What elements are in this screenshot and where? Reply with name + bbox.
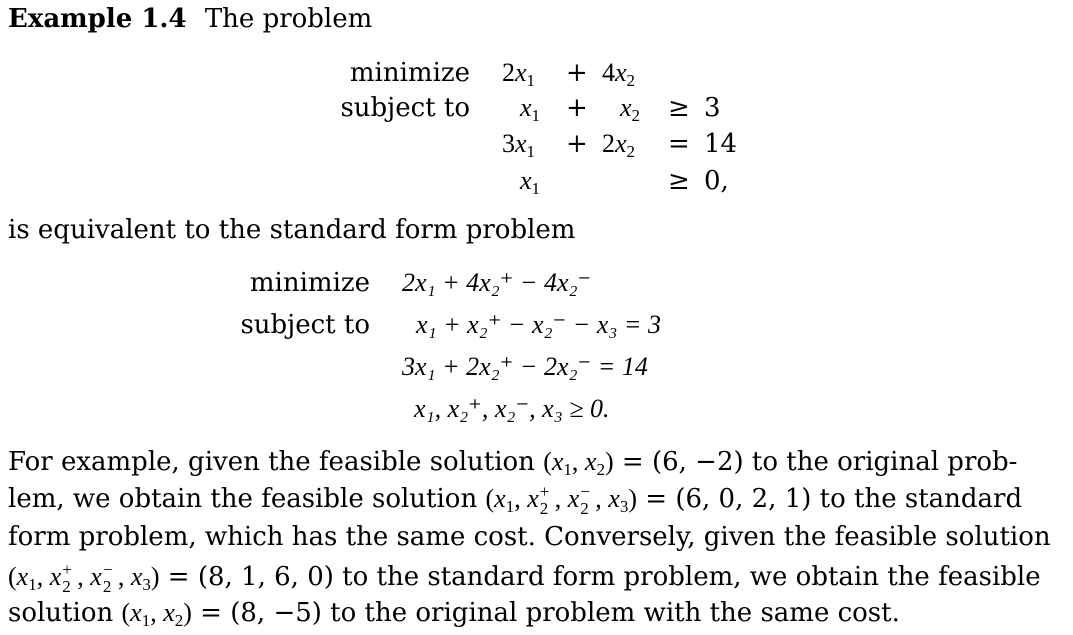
lp1-subject-to-label: subject to bbox=[340, 93, 470, 123]
lp1-c2-relation: = bbox=[668, 129, 690, 159]
lp2-objective: 2x₁ + 4x₂⁺ − 4x₂⁻ bbox=[402, 268, 592, 297]
lp1-objective: $2x_1$ bbox=[502, 58, 536, 90]
lp2-constraint-2: 3x₁ + 2x₂⁺ − 2x₂⁻ = 14 bbox=[402, 352, 648, 381]
lp1-c2-rhs: 14 bbox=[704, 129, 738, 159]
paragraph-line-2: lem, we obtain the feasible solution ($x_1$, x + 2 , x − 2 , $x_3) = (6$, 0, 2, 1) to the standard bbox=[8, 482, 1023, 518]
tuple-x1-x2p-x2m-x3-b: ($x_1$, x + 2 , x − 2 , $x_3$) bbox=[8, 560, 160, 596]
lp2-constraint-1: x₁ + x₂⁺ − x₂⁻ − x₃ = 3 bbox=[416, 310, 661, 339]
example-intro: The problem bbox=[204, 4, 373, 34]
lp1-minimize-label: minimize bbox=[349, 58, 470, 88]
paragraph-line-5: solution ($x_1$, $x_2) = (8$, −5) to the original problem with the same cost. bbox=[8, 598, 900, 630]
lp1-c3-relation: ≥ bbox=[668, 166, 690, 196]
tuple-x1-x2p-x2m-x3: ($x_1$, x + 2 , x − 2 , $x_3$) bbox=[485, 482, 638, 518]
lp1-c2-plus: + bbox=[566, 129, 588, 159]
lp1-c1-plus: + bbox=[566, 93, 588, 123]
paragraph-line-4: ($x_1$, x + 2 , x − 2 , $x_3) = (8$, 1, 6, 0) to the standard form problem, we obtain the feasible bbox=[8, 560, 1041, 596]
lp1-c1-rhs: 3 bbox=[704, 93, 721, 123]
lp1-c3-rhs: 0, bbox=[704, 166, 729, 196]
equivalence-sentence: is equivalent to the standard form problem bbox=[8, 215, 576, 245]
example-label: Example 1.4 bbox=[8, 4, 187, 34]
paragraph-line-3: form problem, which has the same cost. Conversely, given the feasible solution bbox=[8, 522, 1051, 552]
lp1-objective-plus: + bbox=[566, 58, 588, 88]
lp1-c1-term2: $x_2$ bbox=[620, 93, 641, 125]
lp1-c2-term2: $2x_2$ bbox=[602, 129, 636, 161]
lp2-subject-to-label: subject to bbox=[240, 310, 370, 340]
lp1-c3-term1: $x_1$ bbox=[520, 166, 541, 198]
pair-x1-x2: ($x_1$, $x_2$) bbox=[543, 447, 614, 479]
lp1-c2-term1: $3x_1$ bbox=[502, 129, 536, 161]
lp2-nonnegativity: x₁, x₂⁺, x₂⁻, x₃ ≥ 0. bbox=[414, 394, 610, 423]
lp1-objective-term2: $4x_2$ bbox=[602, 58, 636, 90]
lp1-c1-term1: $x_1$ bbox=[520, 93, 541, 125]
pair-x1-x2-b: ($x_1$, $x_2$) bbox=[121, 598, 192, 630]
lp1-c1-relation: ≥ bbox=[668, 93, 690, 123]
lp2-minimize-label: minimize bbox=[249, 268, 370, 298]
example-heading bbox=[8, 4, 372, 34]
paragraph-line-1: For example, given the feasible solution ($x_1$, $x_2) = (6$, −2) to the original prob- bbox=[8, 447, 1018, 479]
